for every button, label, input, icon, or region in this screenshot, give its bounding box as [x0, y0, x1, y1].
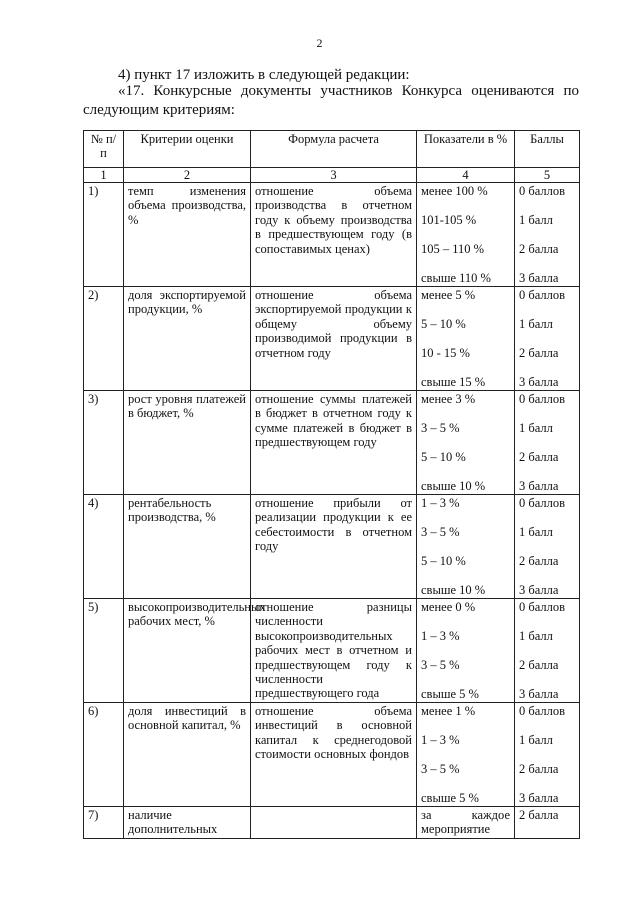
indicator-value: 5 – 10 %	[421, 554, 466, 568]
points-value: 3 балла	[519, 375, 559, 389]
points-value: 2 балла	[519, 450, 559, 464]
table-header-row	[84, 131, 580, 168]
points-value: 0 баллов	[519, 704, 566, 718]
table-row	[84, 183, 580, 287]
points-value: 3 балла	[519, 479, 559, 493]
points-value: 2 балла	[519, 658, 559, 672]
indicator-value: 105 – 110 %	[421, 242, 485, 256]
criteria-table	[83, 130, 580, 839]
header-criterion: Критерии оценки	[124, 131, 251, 168]
row-number: 7)	[84, 807, 124, 839]
points-value: 1 балл	[519, 421, 553, 435]
table-row	[84, 807, 580, 839]
points-value: 3 балла	[519, 687, 559, 701]
indicators-cell	[417, 703, 515, 807]
indicator-value: 3 – 5 %	[421, 762, 460, 776]
formula-cell: отношение прибыли от реализации продукции к ее себестоимости в отчетном году	[251, 495, 417, 599]
points-cell	[515, 495, 580, 599]
row-number: 1)	[84, 183, 124, 287]
points-value: 1 балл	[519, 733, 553, 747]
formula-cell	[251, 807, 417, 839]
indicator-value: свыше 5 %	[421, 791, 479, 805]
row-number: 6)	[84, 703, 124, 807]
indicator-value: 3 – 5 %	[421, 658, 460, 672]
table-row	[84, 703, 580, 807]
table-row	[84, 495, 580, 599]
column-number: 1	[84, 168, 124, 183]
formula-cell: отношение суммы платежей в бюджет в отчетном году к сумме платежей в бюджет в предшествующем году	[251, 391, 417, 495]
points-value: 0 баллов	[519, 184, 566, 198]
row-number: 2)	[84, 287, 124, 391]
indicator-value: свыше 15 %	[421, 375, 486, 389]
formula-cell: отношение разницы численности высокопроизводительных рабочих мест в отчетном и предшествующем году к численности предшествующего года	[251, 599, 417, 703]
row-number: 3)	[84, 391, 124, 495]
formula-cell: отношение объема производства в отчетном году к объему производства в предшествующем году (в сопоставимых ценах)	[251, 183, 417, 287]
indicator-value: 5 – 10 %	[421, 317, 466, 331]
points-value: 0 баллов	[519, 392, 566, 406]
criteria-lead-paragraph: «17. Конкурсные документы участников Конкурса оцениваются по следующим критериям:	[83, 83, 579, 118]
indicator-value: менее 5 %	[421, 288, 476, 302]
points-cell	[515, 183, 580, 287]
column-number: 2	[124, 168, 251, 183]
points-value: 1 балл	[519, 317, 553, 331]
row-number: 5)	[84, 599, 124, 703]
indicators-cell	[417, 391, 515, 495]
indicator-value: свыше 110 %	[421, 271, 491, 285]
indicators-cell	[417, 807, 515, 839]
points-value: 2 балла	[519, 346, 559, 360]
points-value: 2 балла	[519, 808, 559, 822]
indicator-value: 3 – 5 %	[421, 525, 460, 539]
points-value: 1 балл	[519, 213, 553, 227]
indicator-value: свыше 10 %	[421, 479, 486, 493]
points-cell	[515, 599, 580, 703]
header-formula: Формула расчета	[251, 131, 417, 168]
indicator-value: менее 100 %	[421, 184, 488, 198]
criterion-cell: темп изменения объема производства, %	[124, 183, 251, 287]
points-value: 2 балла	[519, 762, 559, 776]
points-value: 1 балл	[519, 525, 553, 539]
points-cell	[515, 391, 580, 495]
formula-cell: отношение объема экспортируемой продукции к общему объему производимой продукции в отчетном году	[251, 287, 417, 391]
amendment-intro: 4) пункт 17 изложить в следующей редакции:	[118, 67, 410, 83]
indicator-value: 101-105 %	[421, 213, 477, 227]
column-number: 5	[515, 168, 580, 183]
indicator-value: 3 – 5 %	[421, 421, 460, 435]
points-value: 0 баллов	[519, 496, 566, 510]
indicator-value: свыше 5 %	[421, 687, 479, 701]
column-number: 3	[251, 168, 417, 183]
criterion-cell: высокопроизводительных рабочих мест, %	[124, 599, 251, 703]
table-row	[84, 599, 580, 703]
row-number: 4)	[84, 495, 124, 599]
indicator-value: менее 1 %	[421, 704, 476, 718]
points-value: 3 балла	[519, 791, 559, 805]
indicators-cell	[417, 495, 515, 599]
points-value: 2 балла	[519, 242, 559, 256]
indicators-cell	[417, 599, 515, 703]
formula-cell: отношение объема инвестиций в основной капитал к среднегодовой стоимости основных фондов	[251, 703, 417, 807]
header-number: № п/п	[84, 131, 124, 168]
table-row	[84, 391, 580, 495]
table-row	[84, 287, 580, 391]
column-number-row	[84, 168, 580, 183]
header-indicators: Показатели в %	[417, 131, 515, 168]
criterion-cell: доля экспортируемой продукции, %	[124, 287, 251, 391]
indicator-value: 1 – 3 %	[421, 629, 460, 643]
header-points: Баллы	[515, 131, 580, 168]
indicator-value: 10 - 15 %	[421, 346, 470, 360]
indicator-value: 1 – 3 %	[421, 733, 460, 747]
points-value: 2 балла	[519, 554, 559, 568]
points-value: 3 балла	[519, 271, 559, 285]
points-value: 1 балл	[519, 629, 553, 643]
indicator-value: за каждое мероприятие	[421, 808, 510, 837]
points-cell	[515, 703, 580, 807]
column-number: 4	[417, 168, 515, 183]
points-value: 3 балла	[519, 583, 559, 597]
points-cell	[515, 807, 580, 839]
points-value: 0 баллов	[519, 600, 566, 614]
indicator-value: менее 0 %	[421, 600, 476, 614]
indicator-value: свыше 10 %	[421, 583, 486, 597]
criterion-cell: доля инвестиций в основной капитал, %	[124, 703, 251, 807]
points-value: 0 баллов	[519, 288, 566, 302]
criterion-cell: рост уровня платежей в бюджет, %	[124, 391, 251, 495]
points-cell	[515, 287, 580, 391]
page-number: 2	[316, 36, 323, 50]
indicator-value: менее 3 %	[421, 392, 476, 406]
indicator-value: 1 – 3 %	[421, 496, 460, 510]
indicator-value: 5 – 10 %	[421, 450, 466, 464]
indicators-cell	[417, 287, 515, 391]
indicators-cell	[417, 183, 515, 287]
criterion-cell: рентабельность производства, %	[124, 495, 251, 599]
criterion-cell: наличие дополнительных	[124, 807, 251, 839]
